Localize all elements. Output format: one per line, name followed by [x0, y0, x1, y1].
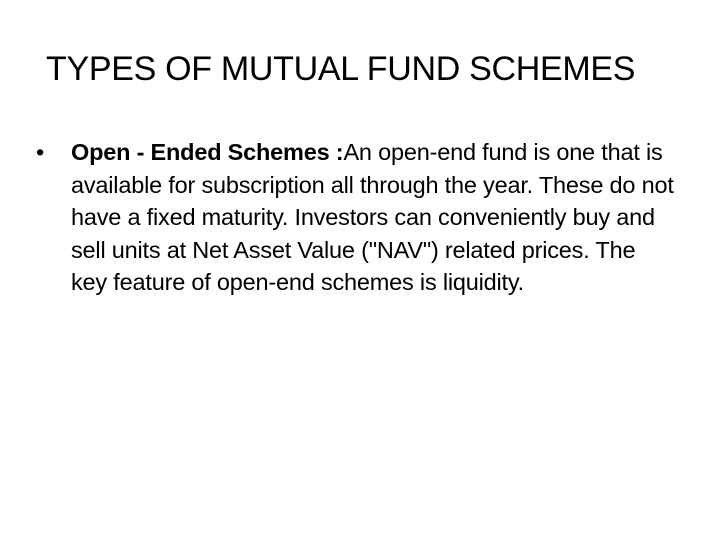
bullet-text: An open-end fund is one that is available for subscription all through the year. These do not have a fixed maturity. Investors can conveniently buy and sell units at Net Asset Value ("NAV") related prices. The key feature of open-end schemes is liquidity. — [71, 139, 674, 295]
slide-title: TYPES OF MUTUAL FUND SCHEMES — [46, 50, 636, 88]
bullet-list — [36, 136, 676, 299]
bullet-item-open-ended — [36, 136, 676, 299]
bullet-term: Open - Ended Schemes : — [71, 139, 344, 165]
bullet-marker: • — [36, 139, 45, 165]
